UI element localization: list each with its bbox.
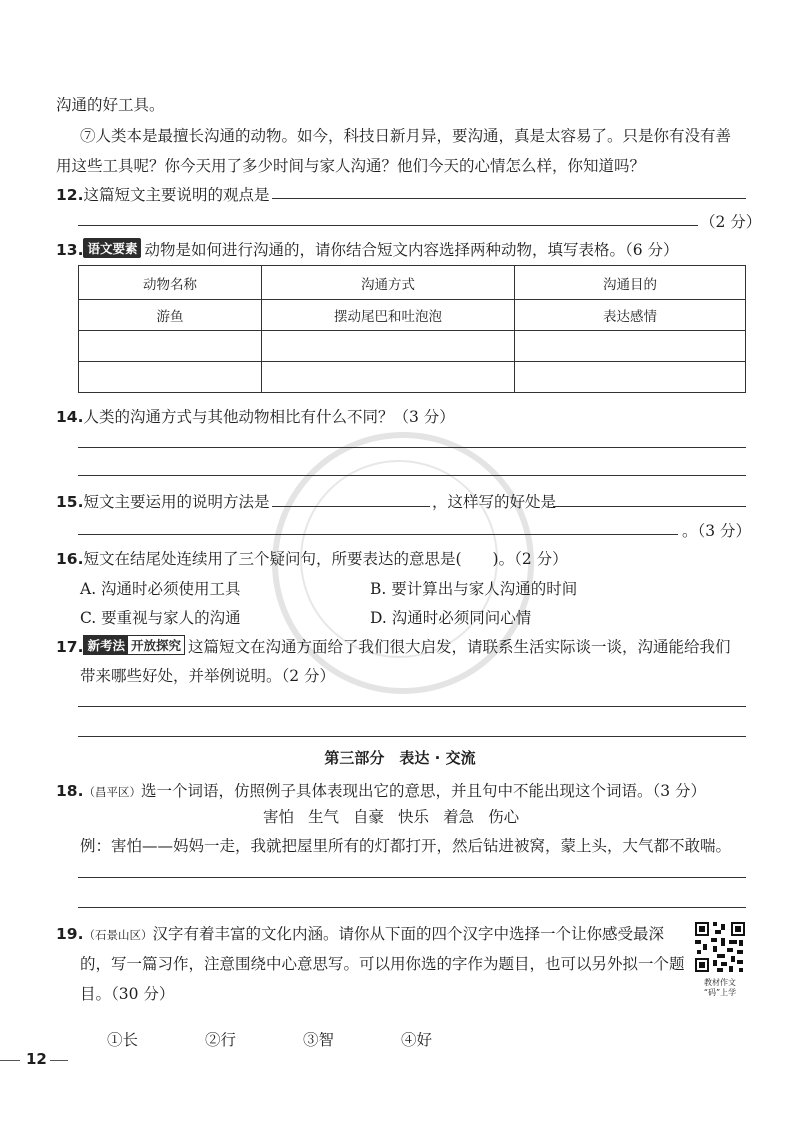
question-number: 16. [56, 550, 84, 568]
answer-line[interactable] [78, 907, 746, 908]
word-option: 自豪 [353, 808, 385, 826]
question-16 [56, 547, 568, 569]
passage-paragraph-7-cont: 用这些工具呢？你今天用了多少时间与家人沟通？他们今天的心情怎么样，你知道吗？ [56, 157, 646, 175]
footer-rule [50, 1060, 68, 1061]
question-text-cont: ，这样写的好处是 [432, 493, 557, 511]
question-19 [56, 922, 664, 944]
table-cell[interactable] [79, 362, 262, 393]
question-text-cont: 目。（30 分） [80, 985, 175, 1003]
character-choice: ②行 [205, 1031, 237, 1049]
question-number: 12. [56, 186, 84, 204]
table-header: 沟通方式 [262, 266, 515, 300]
answer-line[interactable] [272, 506, 430, 507]
question-text: 选一个词语，仿照例子具体表现出它的意思，并且句中不能出现这个词语。（3 分） [140, 782, 707, 800]
question-number: 17. [56, 638, 84, 656]
table-cell[interactable] [262, 362, 515, 393]
question-text-cont: 带来哪些好处，并举例说明。（2 分） [80, 667, 336, 685]
question-text: 汉字有着丰富的文化内涵。请你从下面的四个汉字中选择一个让你感受最深 [152, 925, 664, 943]
passage-line: 沟通的好工具。 [56, 96, 165, 114]
page-number: 12 [26, 1050, 47, 1068]
question-text: 短文在结尾处连续用了三个疑问句，所要表达的意思是( )。（2 分） [83, 550, 568, 568]
tag-badge-right: 开放探究 [128, 636, 184, 654]
option-c[interactable]: C. 要重视与家人的沟通 [80, 609, 241, 627]
district-label: （石景山区） [83, 928, 153, 942]
question-text: 这篇短文在沟通方面给了我们很大启发，请联系生活实际谈一谈，沟通能给我们 [188, 638, 731, 656]
character-choice: ③智 [303, 1031, 335, 1049]
table-cell[interactable] [79, 331, 262, 362]
question-12 [56, 183, 269, 205]
tag-badge: 语文要素 [83, 238, 141, 258]
question-13 [56, 238, 679, 260]
question-number: 13. [56, 241, 84, 259]
answer-line[interactable] [272, 198, 746, 199]
passage-paragraph-7: ⑦人类本是最擅长沟通的动物。如今，科技日新月异，要沟通，真是太容易了。只是你有没有善 [80, 127, 732, 145]
question-14 [56, 405, 455, 427]
option-a[interactable]: A. 沟通时必须使用工具 [80, 580, 241, 598]
answer-line[interactable] [78, 447, 746, 448]
qr-caption: 教材作文 [704, 978, 736, 987]
district-label: （昌平区） [83, 785, 141, 799]
table-cell[interactable] [515, 362, 746, 393]
qr-code-icon [693, 920, 747, 974]
character-choice: ①长 [107, 1031, 139, 1049]
question-number: 18. [56, 782, 84, 800]
word-list [263, 805, 533, 827]
example-sentence: 例：害怕——妈妈一走，我就把屋里所有的灯都打开，然后钻进被窝，蒙上头，大气都不敢喘。 [80, 837, 732, 855]
tag-badge [83, 635, 185, 655]
question-number: 15. [56, 493, 84, 511]
answer-table [78, 265, 746, 393]
character-choice: ④好 [401, 1031, 433, 1049]
question-text: 这篇短文主要说明的观点是 [83, 186, 270, 204]
table-header: 沟通目的 [515, 266, 746, 300]
table-cell: 摆动尾巴和吐泡泡 [262, 300, 515, 331]
qr-code[interactable] [693, 920, 747, 998]
question-text: 短文主要运用的说明方法是 [83, 493, 270, 511]
table-row [79, 362, 746, 393]
answer-line[interactable] [78, 225, 698, 226]
table-cell[interactable] [262, 331, 515, 362]
table-header-row [79, 266, 746, 300]
answer-line[interactable] [78, 706, 746, 707]
question-text: 人类的沟通方式与其他动物相比有什么不同？（3 分） [83, 408, 455, 426]
word-option: 快乐 [398, 808, 430, 826]
table-cell[interactable] [515, 331, 746, 362]
answer-line[interactable] [78, 534, 678, 535]
score: 。（3 分） [682, 522, 752, 540]
footer-rule [0, 1060, 20, 1061]
qr-caption: “码”上学 [703, 988, 737, 997]
answer-line[interactable] [78, 736, 746, 737]
option-d[interactable]: D. 沟通时必须同问心情 [370, 609, 532, 627]
question-number: 19. [56, 925, 84, 943]
score: （2 分） [700, 213, 762, 231]
tag-badge-left: 新考法 [84, 636, 128, 654]
table-cell: 表达感情 [515, 300, 746, 331]
word-option: 着急 [443, 808, 475, 826]
question-text-cont: 的，写一篇习作，注意围绕中心意思写。可以用你选的字作为题目，也可以另外拟一个题 [80, 955, 685, 973]
section-title: 第三部分 表达 · 交流 [324, 749, 476, 767]
answer-line[interactable] [78, 877, 746, 878]
question-text: 动物是如何进行沟通的，请你结合短文内容选择两种动物，填写表格。（6 分） [144, 241, 679, 259]
word-option: 生气 [308, 808, 340, 826]
question-17 [56, 635, 731, 657]
answer-line[interactable] [553, 506, 746, 507]
table-header: 动物名称 [79, 266, 262, 300]
answer-line[interactable] [78, 475, 746, 476]
question-15 [56, 490, 269, 512]
word-option: 害怕 [263, 808, 295, 826]
option-b[interactable]: B. 要计算出与家人沟通的时间 [370, 580, 578, 598]
character-choices [107, 1028, 432, 1050]
question-18 [56, 779, 706, 801]
table-row [79, 331, 746, 362]
table-row [79, 300, 746, 331]
table-cell: 游鱼 [79, 300, 262, 331]
word-option: 伤心 [488, 808, 520, 826]
question-number: 14. [56, 408, 84, 426]
